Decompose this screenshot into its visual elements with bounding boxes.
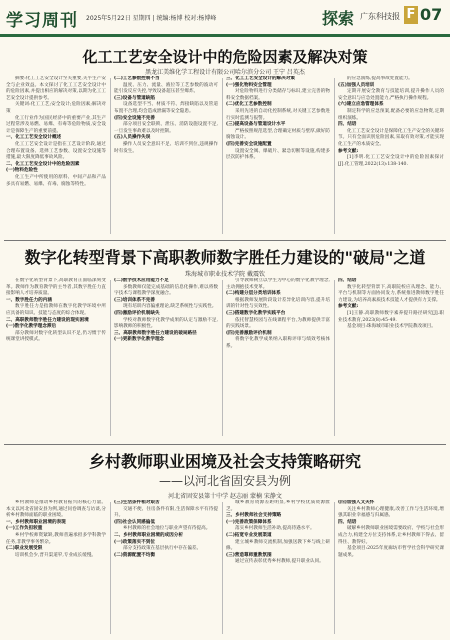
references-heading: 参考文献:: [338, 304, 359, 310]
paragraph: 化工工艺安全设计是保障化工生产安全的关键环节。只有全面识别危险因素,采取有效对策,才能实现化工生产的本质安全。: [338, 128, 444, 147]
newspaper-brand: 广东科技报: [360, 12, 400, 21]
subsection-heading: (一)数字化教学理念滞后: [6, 324, 57, 330]
page-number: 07: [420, 5, 443, 24]
subsection-heading: (二)工艺参数控制不当: [114, 76, 160, 81]
subsection-heading: (二)数字技术应用能力不足: [114, 278, 169, 283]
subsection-heading: (一)完善政策保障体系: [226, 519, 272, 525]
article1-column-3: [226, 76, 330, 236]
paragraph: 定期开展安全教育与技能培训,提升操作人员的安全意识与应急处置能力,严格执行操作规程。: [338, 89, 444, 101]
paragraph: 采用先进的自动化控制系统,对关键工艺参数进行实时监测与报警。: [226, 108, 330, 121]
subsection-heading: (三)提高设备与管道设计水平: [226, 122, 286, 128]
paragraph: 交通不便、住房条件有限,生活保障水平有待提升。: [114, 506, 218, 519]
subsection-heading: (一)工作负担较重: [6, 526, 43, 532]
paragraph: 落实乡村教师生活补助,提高待遇水平。: [235, 526, 315, 532]
paragraph: 严格按照规范选型,合理确定材质与壁厚,做好防腐蚀设计。: [226, 128, 330, 141]
paragraph: 乡村教师的社会地位与职业声望有待提高。: [123, 526, 211, 532]
subsection-heading: (三)培训体系不完善: [114, 297, 155, 303]
subsection-heading: (二)优化工艺参数控制: [226, 102, 272, 108]
subsection-heading: (三)营造尊师重教氛围: [226, 552, 272, 558]
paragraph: 化工行业作为国民经济中的重要产业,其生产过程常涉及易燃、易爆、有毒等危险物质,安全设计是保障生产的重要前提。: [6, 115, 106, 134]
issue-meta: 2025年5月22日 星期四 | 统编:杨博 校对:杨博峰: [86, 15, 217, 22]
paragraph: 对危险物料进行分类储存与标识,建立完善的物料安全数据档案。: [226, 89, 330, 101]
page-letter-badge: F: [404, 6, 418, 24]
subsection-heading: (四)社会认同感偏低: [114, 519, 155, 525]
subsection-heading: (五)人员操作失误: [114, 135, 151, 141]
paragraph: 部分教师对数字化转型认识不足,仍习惯于传统课堂讲授模式。: [6, 330, 106, 343]
paragraph: 操作人员安全意识不足、培训不到位,违规操作时有发生。: [114, 141, 218, 154]
paragraph: 设备选型不当、材质不符、焊接缺陷以及管道布置不合理,均会造成泄漏等安全隐患。: [114, 102, 218, 114]
section-heading: 三、乡村教师社会支持策略: [226, 513, 282, 519]
subsection-heading: (四)加强人文关怀: [338, 500, 375, 505]
section-heading: 一、数字胜任力的内涵: [6, 297, 52, 303]
column-title: 学习周刊: [6, 11, 78, 31]
section-heading: 二、高职教师数字胜任力建设的现实困境: [6, 317, 89, 323]
subsection-heading: (六)建立应急管理体系: [338, 102, 384, 108]
paragraph: 数字胜任力是指教师在数字化教学环境中所应具备的知识、技能与态度的综合体现。: [6, 304, 106, 316]
article3-byline: 河北省固安县第十中学 赵志丽 蒙楠 宋静文: [168, 493, 282, 500]
paragraph: 部分项目安全联锁、泄压、消防设施设置不足,一旦发生事故难以及时控制。: [114, 122, 218, 134]
paragraph: 关键词:化工工艺;安全设计;危险因素;解决对策: [6, 102, 106, 114]
article3-column-2: [114, 500, 218, 636]
article3-title: 乡村教师职业困境及社会支持策略研究: [88, 452, 361, 471]
subsection-heading: (二)资源配置不均衡: [114, 552, 155, 558]
article2-column-1: [6, 278, 106, 438]
column-divider: [222, 502, 223, 634]
article1-column-1: [6, 76, 106, 236]
subsection-heading: (二)职业发展受限: [6, 546, 43, 552]
paragraph: 数字化转型背景下,高职院校应从理念、能力、平台与机制等方面协同发力,系统推进教师数字胜任力建设,为培养高素质技术技能人才提供有力支撑。: [338, 284, 444, 303]
section-heading: 一、乡村教师职业困境的表现: [6, 519, 66, 525]
paragraph: 乡村学校师资紧缺,教师普遍承担多学科教学任务,非教学事务繁杂。: [6, 532, 106, 545]
section-heading: 二、化工工艺安全设计中的危险因素: [6, 161, 80, 167]
paragraph: 通过宣传表彰优秀乡村教师,提升职业认同。: [235, 559, 324, 565]
article1-title: 化工工艺安全设计中的危险因素及解决对策: [82, 48, 368, 66]
subsection-heading: (二)构建分层分类培训体系: [226, 291, 281, 297]
subsection-heading: (三)生活条件相对艰苦: [114, 500, 160, 505]
column-divider: [334, 280, 335, 436]
article2-column-3: [226, 278, 330, 438]
paragraph: 化工生产中所使用的原料、中间产品和产品多具有易燃、易爆、有毒、腐蚀等特性。: [6, 174, 106, 187]
column-divider: [110, 502, 111, 634]
section-heading: 三、高职教师数字胜任力建设的破局路径: [114, 330, 197, 336]
column-divider: [222, 280, 223, 436]
column-divider: [110, 78, 111, 234]
paragraph: 关注乡村教师心理健康,改善工作与生活环境,增强其职业幸福感与归属感。: [338, 506, 444, 519]
article1-column-2: [114, 76, 218, 236]
paragraph: 学校对教师数字化教学成果的认定与激励不足,影响教师的积极性。: [114, 317, 218, 330]
paragraph: 乡村教师是推动乡村教育振兴的核心力量。本文以河北省固安县为例,通过问卷调查与访谈,分析乡村教师面临的职业困境。: [6, 500, 106, 519]
section-heading: 二、乡村教师职业困境的成因分析: [114, 532, 183, 538]
funding-note: 基金项目:2025年度廊坊市哲学社会科学研究课题成果。: [338, 546, 444, 558]
article1-column-4: [338, 76, 444, 236]
section-heading: 四、结语: [338, 122, 357, 128]
paragraph: 破解乡村教师职业困境需要政府、学校与社会形成合力,构建全方位支持体系,让乡村教师下得去、留得住、教得好。: [338, 526, 444, 545]
subsection-heading: (一)政策落实不到位: [114, 539, 155, 545]
subsection-heading: (四)完善激励评价机制: [226, 330, 272, 336]
subsection-heading: (四)完善安全设施配置: [226, 141, 272, 147]
paragraph: 培训机会少,晋升渠道窄,专业成长缓慢。: [15, 552, 97, 558]
paragraph: 化工工艺安全设计是指在工艺设计阶段,通过合理布置设备、选择工艺参数、设置安全设施等措施,最大限度降低事故风险。: [6, 141, 106, 161]
subsection-heading: (二)拓宽专业发展渠道: [226, 532, 272, 538]
article2-title: 数字化转型背景下高职教师数字胜任力建设的"破局"之道: [24, 248, 426, 267]
paragraph: 依托智慧校园与在线课程平台,为教师提供丰富的实践场景。: [226, 317, 330, 330]
funding-note: 基金项目:珠海城市职业技术学院教改项目。: [347, 324, 436, 330]
section-title: 探索: [322, 9, 355, 28]
section-heading: 一、化工工艺安全设计概述: [6, 135, 62, 141]
article2-column-4: [338, 278, 444, 438]
paragraph: 部分支持政策在基层执行中存在偏差。: [123, 546, 202, 552]
reference: [1]李明.化工工艺安全设计中的危险因素探讨[J].化工管理,2022(13):138-140.: [338, 155, 444, 167]
section-heading: 四、结语: [338, 278, 357, 283]
column-divider: [222, 78, 223, 234]
paragraph: 建立城乡教师交流机制,加强送教下乡与线上研修。: [226, 539, 330, 552]
article3-column-3: [226, 500, 330, 636]
paragraph: 多数教师仅能完成基础的信息化操作,难以将数字技术与课程教学深度融合。: [114, 284, 218, 297]
paragraph: 制定科学的应急预案,配备必要的应急物资,定期组织演练。: [338, 108, 444, 121]
article2-byline: 珠海城市职业技术学院 戴震钦: [185, 271, 265, 278]
subsection-heading: (四)激励评价机制缺失: [114, 310, 160, 316]
subsection-heading: (一)物料危险性: [6, 168, 38, 174]
paragraph: 现有培训内容偏重理论,缺乏系统性与实践性。: [123, 304, 217, 310]
article3-column-4: [338, 500, 444, 636]
subsection-heading: (三)搭建数字化教学实践平台: [226, 310, 286, 316]
column-divider: [334, 78, 335, 234]
subsection-heading: (四)安全设施不完善: [114, 115, 155, 121]
reference: [1]王静.高职教师数字素养提升路径研究[J].职业技术教育,2023(8):45-49.: [338, 310, 444, 323]
paragraph: 的应急演练,提高事故处置能力。: [347, 76, 413, 81]
section-heading: 四、结语: [338, 519, 357, 525]
paragraph: 将数字化教学成果纳入职称评审与绩效考核体系。: [226, 337, 330, 349]
paragraph: 温度、压力、流量、液位等工艺参数的波动可能引发反应失控,导致设备超压甚至爆炸。: [114, 82, 218, 95]
column-divider: [334, 502, 335, 634]
page-header: [0, 0, 450, 42]
article3-subtitle: ——以河北省固安县为例: [158, 474, 291, 488]
section-heading: 三、化工工艺安全设计的解决对策: [226, 76, 295, 81]
references-heading: 参考文献:: [338, 148, 359, 154]
subsection-heading: (五)加强人员培训: [338, 82, 375, 88]
header-rule: [0, 34, 450, 37]
paragraph: 摘要:化工工艺安全设计至关重要,关乎生产安全与企业效益。本文探讨了化工工艺安全设计中的危险因素,并提出相应的解决对策,以期为化工工艺安全设计提供参考。: [6, 76, 106, 101]
paragraph: 引导教师树立以学生为中心的数字化教学理念,主动拥抱技术变革。: [226, 278, 330, 290]
column-divider: [110, 280, 111, 436]
subsection-heading: (一)强化物料安全管理: [226, 82, 272, 88]
subsection-heading: (三)设备与管道缺陷: [114, 95, 155, 101]
article-separator: [4, 444, 446, 445]
paragraph: 在数字化转型背景下,高职教育正面临深刻变革。教师作为教育教学的主导者,其数字胜任力直接影响人才培养质量。: [6, 278, 106, 297]
paragraph: 设置安全阀、爆破片、紧急切断等设施,构建多层次防护体系。: [226, 148, 330, 161]
article-separator: [4, 240, 446, 241]
paragraph: 根据教师发展阶段设计差异化培训内容,提升培训的针对性与实效性。: [226, 297, 330, 310]
article3-column-1: [6, 500, 106, 636]
article1-byline: 黑龙江美维化学工程设计有限公司哈尔滨分公司 王宁 吕英杰: [145, 69, 305, 76]
subsection-heading: (一)更新数字化教学理念: [114, 337, 165, 343]
paragraph: 城乡教育资源差距明显,乡村学校优质资源匮乏。: [226, 500, 330, 512]
article2-column-2: [114, 278, 218, 438]
